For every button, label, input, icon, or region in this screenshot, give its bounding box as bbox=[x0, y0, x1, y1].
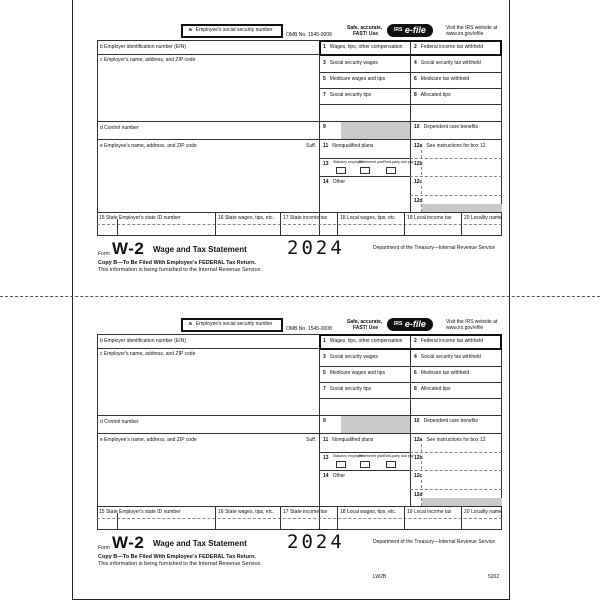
statutory-label: Statutory employee bbox=[333, 454, 364, 458]
col-line bbox=[117, 513, 118, 530]
retirement-checkbox[interactable] bbox=[360, 167, 370, 174]
row-line bbox=[319, 158, 410, 159]
box-14[interactable]: 14 Other bbox=[323, 179, 346, 185]
box-9-shade bbox=[341, 416, 410, 433]
box-7[interactable]: 7 Social security tips bbox=[323, 386, 372, 392]
row-line bbox=[410, 176, 502, 177]
col-line bbox=[337, 212, 338, 236]
box-12a[interactable]: 12a See instructions for box 12 bbox=[414, 437, 486, 443]
box-9: 9 bbox=[323, 124, 326, 130]
col-line bbox=[280, 506, 281, 530]
box-19[interactable]: 19 Local income tax bbox=[407, 215, 452, 221]
row-line bbox=[410, 158, 502, 159]
retirement-label: Retirement plan bbox=[359, 454, 384, 458]
box-16[interactable]: 16 State wages, tips, etc. bbox=[218, 215, 274, 221]
w2-copy bbox=[97, 318, 502, 588]
row-line bbox=[97, 121, 319, 122]
irs-visit-line-2: www.irs.gov/efile bbox=[446, 31, 484, 37]
safe-line-2: FAST! Use bbox=[353, 31, 379, 37]
statutory-checkbox[interactable] bbox=[336, 461, 346, 468]
form-word: Form bbox=[98, 545, 110, 551]
row-line bbox=[97, 348, 319, 349]
form-title: Wage and Tax Statement bbox=[153, 245, 247, 254]
box-12d-shade bbox=[422, 498, 502, 506]
box-14[interactable]: 14 Other bbox=[323, 473, 346, 479]
row-line bbox=[319, 176, 410, 177]
tax-year: 2024 bbox=[287, 237, 345, 259]
col-line bbox=[404, 212, 405, 236]
box-15[interactable]: 15 State Employer's state ID number bbox=[99, 215, 181, 221]
safe-line-2: FAST! Use bbox=[353, 325, 379, 331]
box-12b[interactable]: 12b bbox=[414, 455, 423, 461]
ssn-label: a Employee's social security number bbox=[189, 27, 273, 33]
row-line bbox=[319, 382, 502, 383]
box-20[interactable]: 20 Locality name bbox=[464, 215, 502, 221]
box-13-num: 13 bbox=[323, 455, 329, 461]
ein-label: b Employer identification number (EIN) bbox=[100, 44, 186, 50]
tax-year: 2024 bbox=[287, 531, 345, 553]
box-2[interactable]: 2 Federal income tax withheld bbox=[414, 338, 484, 344]
col-line bbox=[337, 506, 338, 530]
irs-visit-line-2: www.irs.gov/efile bbox=[446, 325, 484, 331]
row-line bbox=[319, 104, 502, 105]
form-title: Wage and Tax Statement bbox=[153, 539, 247, 548]
col-line bbox=[461, 212, 462, 236]
form-code: W-2 bbox=[112, 239, 145, 258]
box-6[interactable]: 6 Medicare tax withheld bbox=[414, 76, 470, 82]
box-5[interactable]: 5 Medicare wages and tips bbox=[323, 370, 386, 376]
row-line bbox=[410, 470, 502, 471]
box-10[interactable]: 10 Dependent care benefits bbox=[414, 124, 479, 130]
box-12d[interactable]: 12d bbox=[414, 492, 423, 498]
suffix-label: Suff. bbox=[306, 143, 317, 149]
row-line bbox=[319, 139, 502, 140]
employer-name-label: c Employer's name, address, and ZIP code bbox=[100, 57, 196, 63]
thirdparty-label: Third-party sick pay bbox=[383, 454, 414, 458]
row-line bbox=[97, 139, 319, 140]
box-19[interactable]: 19 Local income tax bbox=[407, 509, 452, 515]
row-line bbox=[319, 470, 410, 471]
state-row-top bbox=[97, 212, 502, 213]
col-line bbox=[215, 506, 216, 530]
box-16[interactable]: 16 State wages, tips, etc. bbox=[218, 509, 274, 515]
row-line bbox=[319, 433, 502, 434]
omb-number: OMB No. 1545-0008 bbox=[286, 326, 332, 332]
column-divider-right bbox=[410, 40, 411, 212]
box-8[interactable]: 8 Allocated tips bbox=[414, 386, 451, 392]
safe-line-1: Safe, accurate, bbox=[347, 25, 383, 31]
box-11[interactable]: 11 Nonqualified plans bbox=[323, 143, 374, 149]
ssn-label: a Employee's social security number bbox=[189, 321, 273, 327]
box-7[interactable]: 7 Social security tips bbox=[323, 92, 372, 98]
code-divider bbox=[421, 186, 422, 194]
box-15[interactable]: 15 State Employer's state ID number bbox=[99, 509, 181, 515]
ein-label: b Employer identification number (EIN) bbox=[100, 338, 186, 344]
row-line bbox=[410, 489, 502, 490]
footer-number: 5202 bbox=[488, 574, 500, 580]
col-line bbox=[117, 219, 118, 236]
statutory-checkbox[interactable] bbox=[336, 167, 346, 174]
state-row-mid bbox=[97, 224, 502, 225]
col-line bbox=[215, 212, 216, 236]
box-1[interactable]: 1 Wages, tips, other compensation bbox=[323, 44, 403, 50]
state-row-mid bbox=[97, 518, 502, 519]
row-line bbox=[97, 433, 319, 434]
box-4[interactable]: 4 Social security tax withheld bbox=[414, 354, 481, 360]
statutory-label: Statutory employee bbox=[333, 160, 364, 164]
copy-b-line: Copy B—To Be Filed With Employee's FEDERAL Tax Return. bbox=[98, 260, 257, 266]
code-divider bbox=[421, 480, 422, 488]
row-line bbox=[319, 398, 502, 399]
box-12d[interactable]: 12d bbox=[414, 198, 423, 204]
row-line bbox=[410, 452, 502, 453]
employer-name-label: c Employer's name, address, and ZIP code bbox=[100, 351, 196, 357]
box-8[interactable]: 8 Allocated tips bbox=[414, 92, 451, 98]
column-divider-right bbox=[410, 334, 411, 506]
box-12c[interactable]: 12c bbox=[414, 179, 423, 185]
box-9-shade bbox=[341, 122, 410, 139]
efile-logo: $^{IRS}$ e-file bbox=[387, 318, 433, 331]
code-divider bbox=[421, 461, 422, 469]
box-12d-shade bbox=[422, 204, 502, 212]
row-line bbox=[319, 366, 502, 367]
box-3[interactable]: 3 Social security wages bbox=[323, 60, 378, 66]
footer-code: LW2B bbox=[373, 574, 387, 580]
code-divider bbox=[421, 167, 422, 175]
col-line bbox=[280, 212, 281, 236]
suffix-label: Suff. bbox=[306, 437, 317, 443]
row-line bbox=[97, 415, 319, 416]
thirdparty-checkbox[interactable] bbox=[386, 167, 396, 174]
irs-visit-line-1: Visit the IRS website at bbox=[446, 25, 498, 31]
row-line bbox=[319, 72, 502, 73]
box-12a[interactable]: 12a See instructions for box 12 bbox=[414, 143, 486, 149]
employee-name-label: e Employee's name, address, and ZIP code bbox=[100, 143, 197, 149]
box-9: 9 bbox=[323, 418, 326, 424]
code-divider bbox=[421, 444, 422, 452]
box-12b[interactable]: 12b bbox=[414, 161, 423, 167]
retirement-label: Retirement plan bbox=[359, 160, 384, 164]
irs-visit-line-1: Visit the IRS website at bbox=[446, 319, 498, 325]
copy-b-line: Copy B—To Be Filed With Employee's FEDERAL Tax Return. bbox=[98, 554, 257, 560]
omb-number: OMB No. 1545-0008 bbox=[286, 32, 332, 38]
info-line: This information is being furnished to the Internal Revenue Service. bbox=[98, 561, 262, 567]
box-4[interactable]: 4 Social security tax withheld bbox=[414, 60, 481, 66]
box-6[interactable]: 6 Medicare tax withheld bbox=[414, 370, 470, 376]
box-18[interactable]: 18 Local wages, tips, etc. bbox=[340, 509, 397, 515]
row-line bbox=[410, 195, 502, 196]
box-5[interactable]: 5 Medicare wages and tips bbox=[323, 76, 386, 82]
col-line bbox=[404, 506, 405, 530]
box-12c[interactable]: 12c bbox=[414, 473, 423, 479]
form-word: Form bbox=[98, 251, 110, 257]
dept-treasury: Department of the Treasury—Internal Revenue Service bbox=[373, 539, 496, 545]
box-10[interactable]: 10 Dependent care benefits bbox=[414, 418, 479, 424]
column-divider bbox=[319, 334, 320, 530]
box-20[interactable]: 20 Locality name bbox=[464, 509, 502, 515]
column-divider bbox=[319, 40, 320, 236]
retirement-checkbox[interactable] bbox=[360, 461, 370, 468]
thirdparty-label: Third-party sick pay bbox=[383, 160, 414, 164]
w2-copy bbox=[97, 24, 502, 294]
info-line: This information is being furnished to the Internal Revenue Service. bbox=[98, 267, 262, 273]
col-line bbox=[461, 506, 462, 530]
state-row-top bbox=[97, 506, 502, 507]
dept-treasury: Department of the Treasury—Internal Revenue Service bbox=[373, 245, 496, 251]
employee-name-label: e Employee's name, address, and ZIP code bbox=[100, 437, 197, 443]
code-divider bbox=[421, 150, 422, 158]
row-line bbox=[319, 452, 410, 453]
box-13-num: 13 bbox=[323, 161, 329, 167]
row-line bbox=[319, 88, 502, 89]
efile-logo: $^{IRS}$ e-file bbox=[387, 24, 433, 37]
row-line bbox=[97, 54, 319, 55]
box-2[interactable]: 2 Federal income tax withheld bbox=[414, 44, 484, 50]
box-11[interactable]: 11 Nonqualified plans bbox=[323, 437, 374, 443]
thirdparty-checkbox[interactable] bbox=[386, 461, 396, 468]
form-code: W-2 bbox=[112, 533, 145, 552]
box-1[interactable]: 1 Wages, tips, other compensation bbox=[323, 338, 403, 344]
safe-line-1: Safe, accurate, bbox=[347, 319, 383, 325]
box-18[interactable]: 18 Local wages, tips, etc. bbox=[340, 215, 397, 221]
perforation-line bbox=[0, 296, 600, 297]
box-17[interactable]: 17 State income tax bbox=[283, 215, 328, 221]
box-3[interactable]: 3 Social security wages bbox=[323, 354, 378, 360]
box-17[interactable]: 17 State income tax bbox=[283, 509, 328, 515]
control-number-label: d Control number bbox=[100, 419, 139, 425]
control-number-label: d Control number bbox=[100, 125, 139, 131]
